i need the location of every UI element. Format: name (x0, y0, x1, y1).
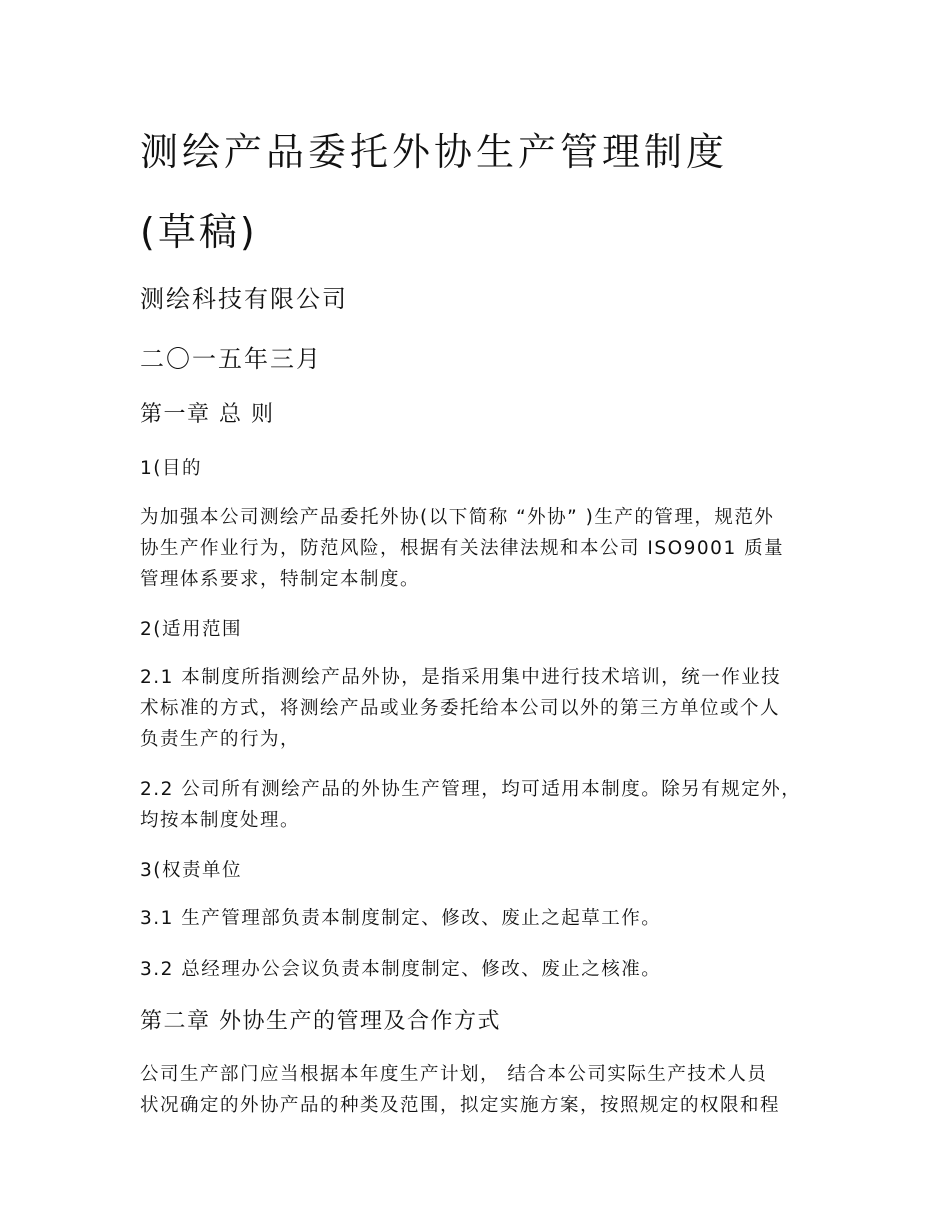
paragraph-line: 均按本制度处理。 (140, 810, 301, 831)
paragraph-line: 2.2 公司所有测绘产品的外协生产管理，均可适用本制度。除另有规定外， (140, 779, 802, 800)
paragraph-line: 术标准的方式，将测绘产品或业务委托给本公司以外的第三方单位或个人 (140, 698, 781, 719)
paragraph-line: 为加强本公司测绘产品委托外协(以下简称 “外协” )生产的管理，规范外 (140, 507, 775, 528)
paragraph-line: 公司生产部门应当根据本年度生产计划， 结合本公司实际生产技术人员 (140, 1064, 768, 1085)
section-3-heading: 3(权责单位 (140, 860, 242, 881)
paragraph-line: 管理体系要求，特制定本制度。 (140, 569, 421, 590)
document-title: 测绘产品委托外协生产管理制度 (140, 130, 729, 174)
paragraph-line: 状况确定的外协产品的种类及范围，拟定实施方案，按照规定的权限和程 (140, 1095, 781, 1116)
paragraph-line: 协生产作业行为，防范风险，根据有关法律法规和本公司 ISO9001 质量 (140, 538, 785, 559)
section-2-2-body (140, 774, 830, 836)
paragraph-line: 3.1 生产管理部负责本制度制定、修改、废止之起草工作。 (140, 908, 662, 929)
section-2-1-body (140, 662, 830, 755)
paragraph-line: 3.2 总经理办公会议负责本制度制定、修改、废止之核准。 (140, 959, 662, 980)
paragraph-line: 2.1 本制度所指测绘产品外协，是指采用集中进行技术培训，统一作业技 (140, 667, 782, 688)
section-1-body (140, 502, 830, 595)
company-name: 测绘科技有限公司 (140, 285, 348, 313)
chapter-2-heading: 第二章 外协生产的管理及合作方式 (140, 1009, 501, 1034)
document-subtitle: (草稿) (140, 210, 258, 254)
chapter-1-heading: 第一章 总 则 (140, 402, 275, 427)
paragraph-line: 负责生产的行为， (140, 729, 301, 750)
section-1-heading: 1(目的 (140, 458, 202, 479)
section-2-heading: 2(适用范围 (140, 619, 242, 640)
section-3-2-body (140, 954, 830, 985)
chapter-2-body (140, 1059, 830, 1121)
document-date: 二〇一五年三月 (140, 345, 322, 373)
section-3-1-body (140, 903, 830, 934)
